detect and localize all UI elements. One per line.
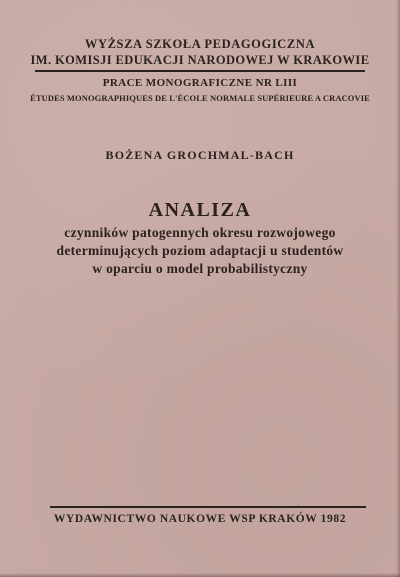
subtitle-line-1: czynników patogennych okresu rozwojowego [64,225,336,240]
page-edge-shadow-right [396,0,400,577]
book-title: ANALIZA [148,199,252,221]
author-name: BOŻENA GROCHMAL-BACH [105,148,295,162]
bottom-divider [50,506,366,508]
top-divider [35,70,365,72]
institution-line-1: WYŻSZA SZKOŁA PEDAGOGICZNA [84,37,316,51]
subtitle-line-3: w oparciu o model probabilistyczny [92,261,308,276]
series-title-french: ÉTUDES MONOGRAPHIQUES DE L'ÉCOLE NORMALE SUPÉRIEURE A CRACOVIE [30,93,370,103]
publisher-imprint: WYDAWNICTWO NAUKOWE WSP KRAKÓW 1982 [53,513,347,525]
page-edge-shadow-bottom [0,573,400,577]
series-title: PRACE MONOGRAFICZNE NR LIII [102,77,298,89]
subtitle-line-2: determinujących poziom adaptacji u studentów [56,243,344,258]
institution-line-2: IM. KOMISJI EDUKACJI NARODOWEJ W KRAKOWIE [30,53,370,67]
